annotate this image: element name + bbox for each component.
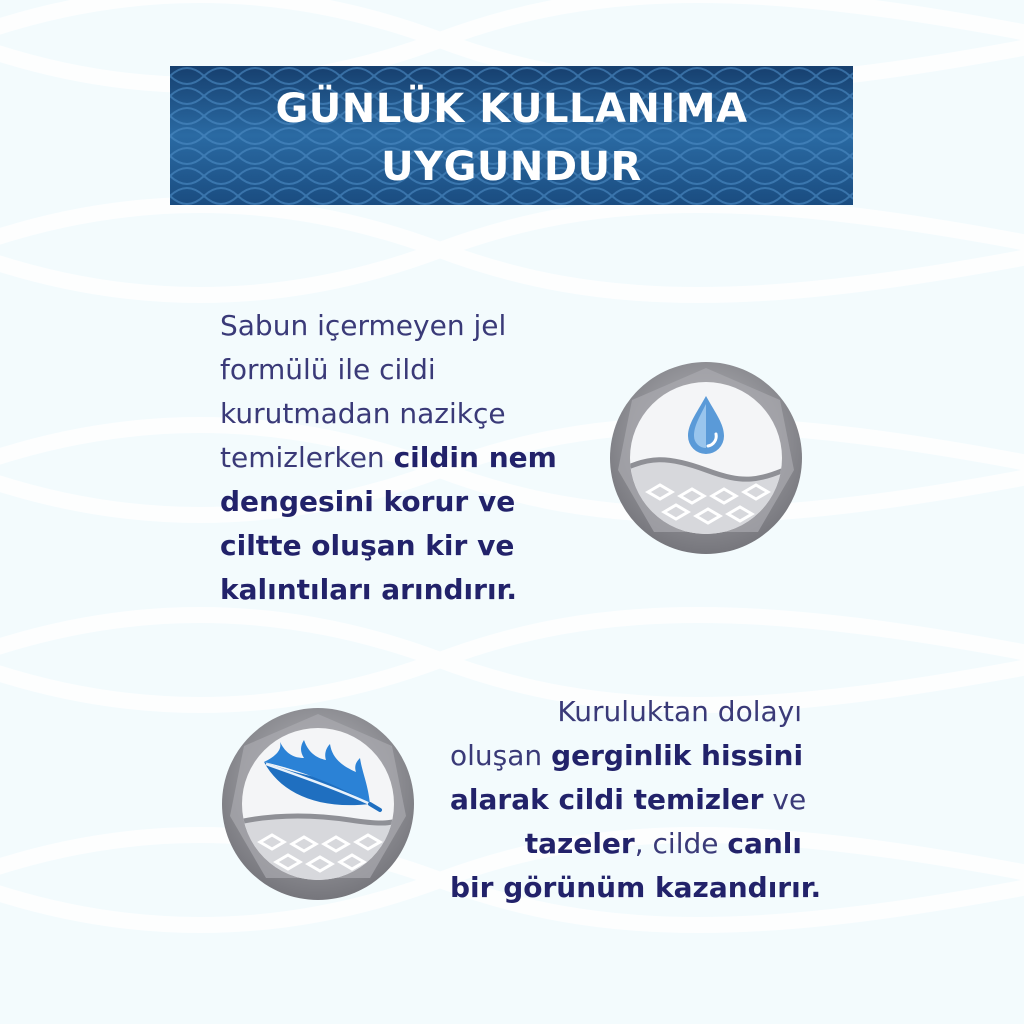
paragraph-line [450,822,802,866]
header-banner [170,66,853,205]
description-paragraph-1 [220,304,557,612]
paragraph-line: Kuruluktan dolayı [557,695,802,728]
paragraph-bold-text: canlı [727,827,802,860]
header-title-line1: GÜNLÜK KULLANIMA [275,86,748,132]
paragraph-bold-text: tazeler [524,827,635,860]
paragraph-text: , cilde [634,827,728,860]
paragraph-line: Sabun içermeyen jel [220,309,507,342]
paragraph-bold-text: dengesini korur ve [220,485,516,518]
paragraph-line: formülü ile cildi [220,353,436,386]
paragraph-bold-text: kalıntıları arındırır. [220,573,518,606]
paragraph-text: ve [763,783,807,816]
paragraph-line [220,568,557,612]
description-paragraph-2 [450,690,822,910]
water-drop-skin-icon [608,360,804,556]
paragraph-line [450,778,807,822]
paragraph-bold-text: alarak cildi temizler [450,783,764,816]
paragraph-line [220,436,557,480]
paragraph-line: kurutmadan nazikçe [220,397,506,430]
paragraph-bold-text: cildin nem [393,441,557,474]
paragraph-bold-text: ciltte oluşan kir ve [220,529,515,562]
paragraph-text: oluşan [450,739,552,772]
paragraph-line [450,866,822,910]
paragraph-line [220,524,557,568]
feather-skin-icon [220,706,416,902]
paragraph-text: temizlerken [220,441,394,474]
paragraph-line [450,734,802,778]
paragraph-line [220,480,557,524]
paragraph-bold-text: bir görünüm kazandırır. [450,871,822,904]
paragraph-bold-text: gerginlik hissini [551,739,804,772]
header-title-line2: UYGUNDUR [381,144,642,190]
